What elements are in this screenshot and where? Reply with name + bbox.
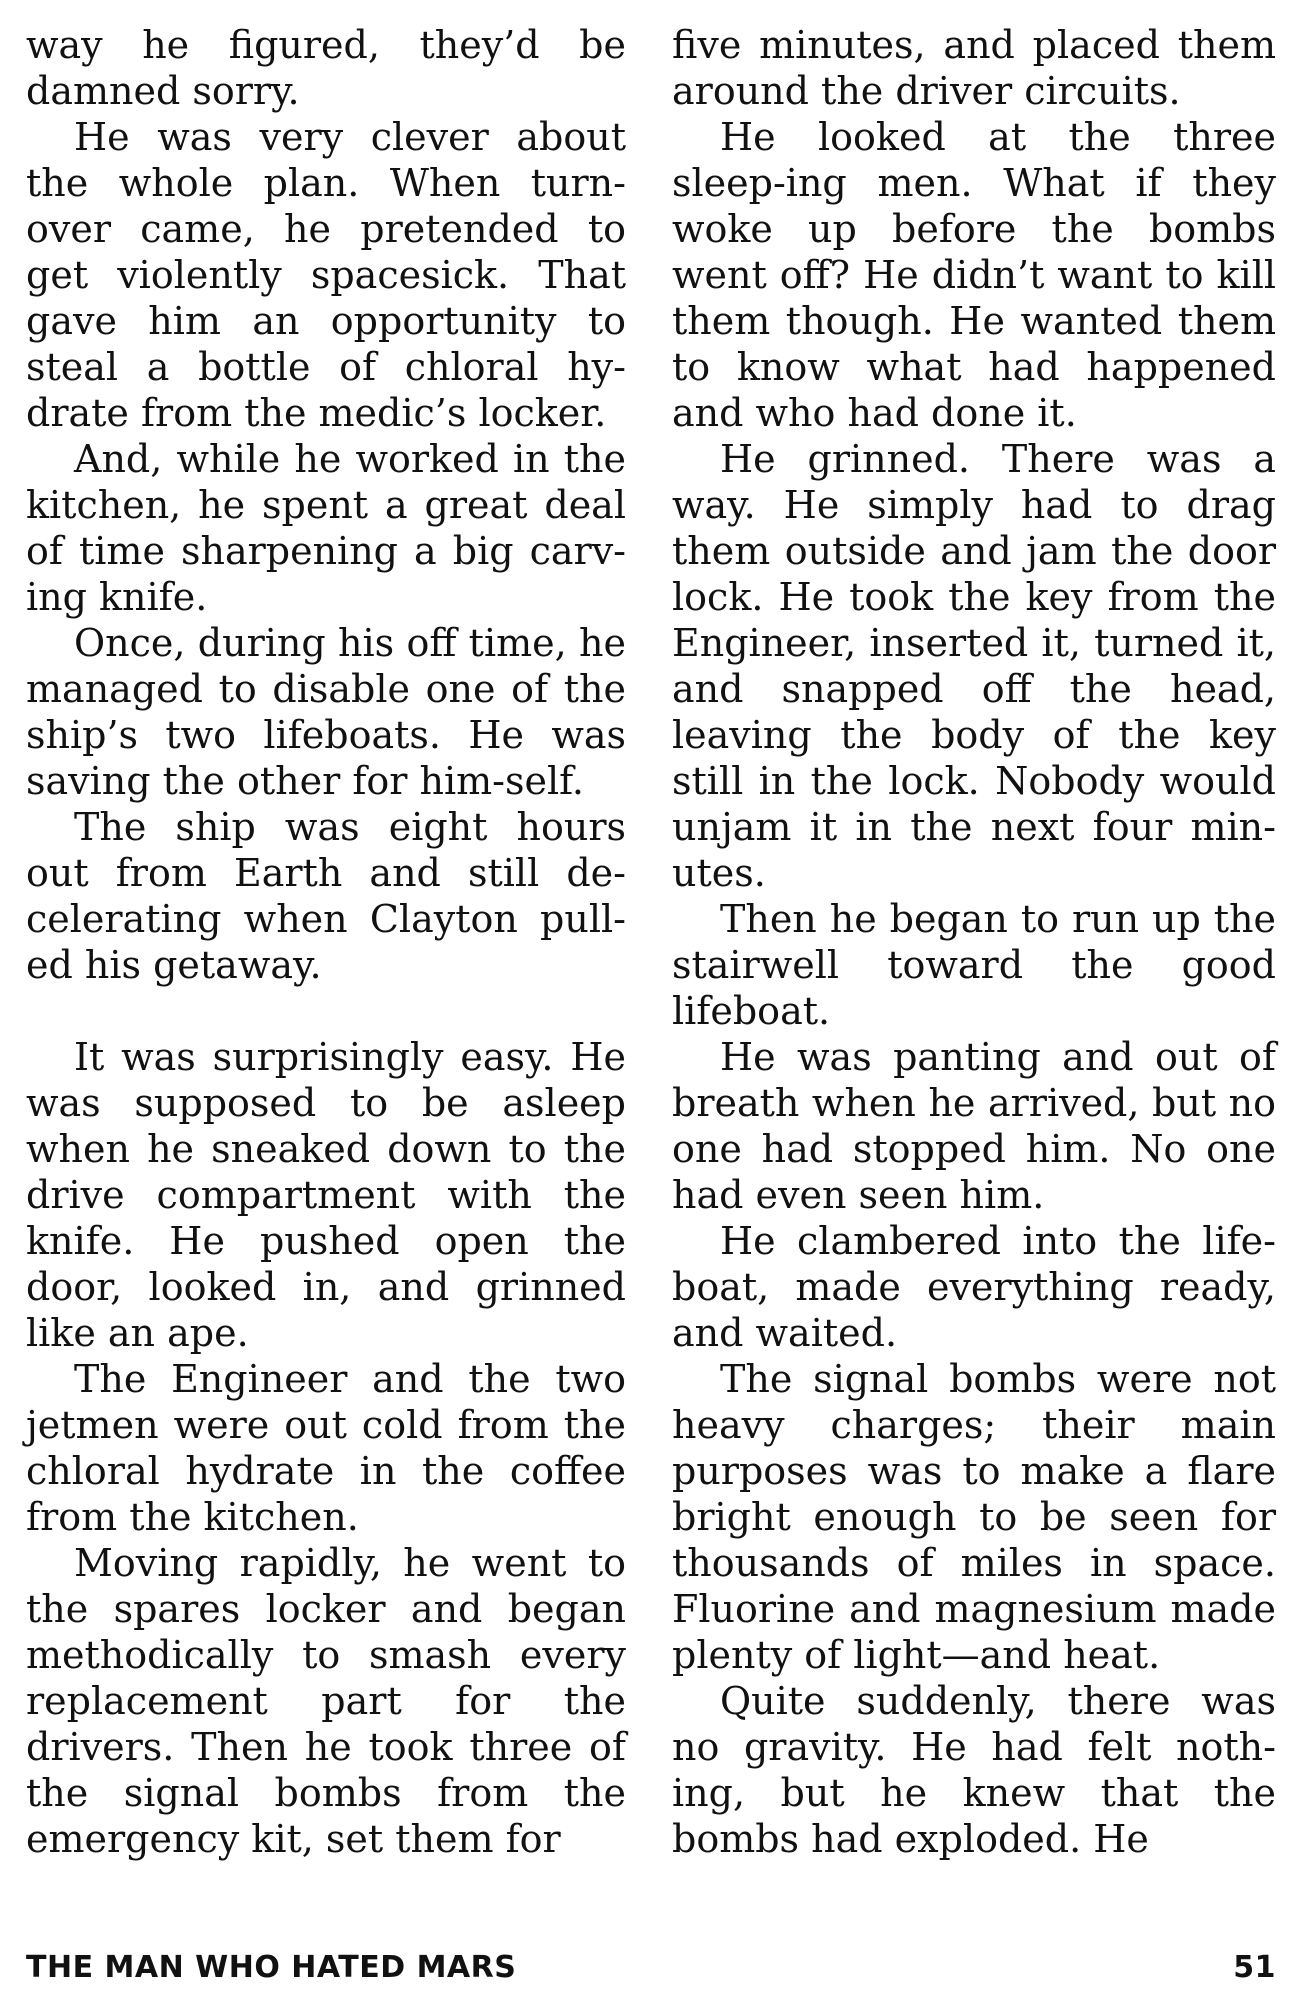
paragraph: He clambered into the life-boat, made everything ready, and waited. xyxy=(672,1219,1276,1355)
paragraph: Then he began to run up the stairwell toward the good lifeboat. xyxy=(672,897,1276,1033)
paragraph: He was very clever about the whole plan. When turn-over came, he pretended to get violently spacesick. That gave him an opportunity to steal a bottle of chloral hy-drate from the medic’s locker. xyxy=(26,115,626,435)
page-number: 51 xyxy=(1233,1950,1276,1985)
paragraph: The signal bombs were not heavy charges; their main purposes was to make a flare bright enough to be seen for thousands of miles in space. Fluorine and magnesium made plenty of light—and heat. xyxy=(672,1357,1276,1677)
right-text-column xyxy=(672,22,1276,1862)
paragraph: The Engineer and the two jetmen were out cold from the chloral hydrate in the coffee from the kitchen. xyxy=(26,1357,626,1539)
paragraph: It was surprisingly easy. He was supposed to be asleep when he sneaked down to the drive compartment with the knife. He pushed open the door, looked in, and grinned like an ape. xyxy=(26,1035,626,1355)
paragraph: Quite suddenly, there was no gravity. He had felt noth-ing, but he knew that the bombs had exploded. He xyxy=(672,1679,1276,1861)
paragraph: Once, during his off time, he managed to disable one of the ship’s two lifeboats. He was saving the other for him-self. xyxy=(26,621,626,803)
running-title: THE MAN WHO HATED MARS xyxy=(26,1950,517,1985)
paragraph: He looked at the three sleep-ing men. What if they woke up before the bombs went off? He didn’t want to kill them though. He wanted them to know what had happened and who had done it. xyxy=(672,115,1276,435)
paragraph: The ship was eight hours out from Earth and still de-celerating when Clayton pull-ed his getaway. xyxy=(26,805,626,987)
paragraph: He grinned. There was a way. He simply had to drag them outside and jam the door lock. He took the key from the Engineer, inserted it, turned it, and snapped off the head, leaving the body of the key still in the lock. Nobody would unjam it in the next four min-utes. xyxy=(672,437,1276,895)
left-text-column xyxy=(26,22,626,1862)
paragraph: And, while he worked in the kitchen, he spent a great deal of time sharpening a big carv-ing knife. xyxy=(26,437,626,619)
paragraph: way he figured, they’d be damned sorry. xyxy=(26,23,626,113)
paragraph: five minutes, and placed them around the driver circuits. xyxy=(672,23,1276,113)
page-footer xyxy=(26,1948,1276,1988)
paragraph: Moving rapidly, he went to the spares locker and began methodically to smash every replacement part for the drivers. Then he took three of the signal bombs from the emergency kit, set them for xyxy=(26,1541,626,1861)
paragraph: He was panting and out of breath when he arrived, but no one had stopped him. No one had even seen him. xyxy=(672,1035,1276,1217)
